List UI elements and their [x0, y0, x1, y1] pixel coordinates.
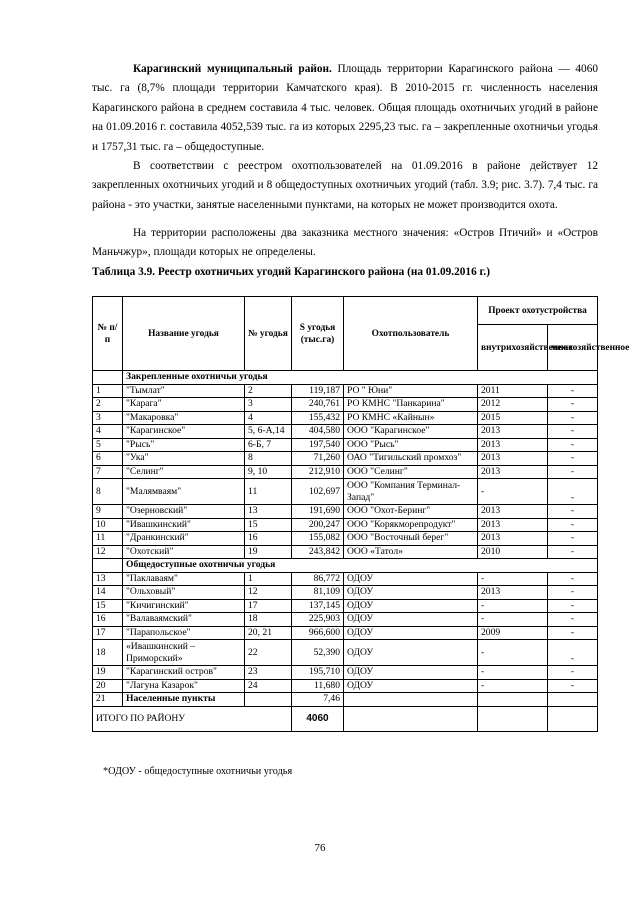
cell-name: "Рысь": [123, 438, 245, 452]
cell-num: 2: [93, 398, 123, 412]
cell-area: 225,903: [292, 613, 344, 627]
cell-area: 212,910: [292, 465, 344, 479]
cell-inter: -: [548, 679, 598, 693]
header-area: S угодья (тыс.га): [292, 297, 344, 371]
table-row: [93, 613, 598, 627]
cell-num: 7: [93, 465, 123, 479]
cell-inter: -: [548, 640, 598, 666]
cell-intra: 2013: [478, 452, 548, 466]
cell-area: 155,432: [292, 411, 344, 425]
total-label: ИТОГО ПО РАЙОНУ: [93, 706, 292, 731]
header-name: Название угодья: [123, 297, 245, 371]
cell-num: 20: [93, 679, 123, 693]
table-row: [93, 666, 598, 680]
cell-code: 9, 10: [245, 465, 292, 479]
cell-name: "Охотский": [123, 545, 245, 559]
cell-area: 137,145: [292, 599, 344, 613]
cell-name: "Паклаваям": [123, 572, 245, 586]
table-row: [93, 398, 598, 412]
cell-intra: 2013: [478, 518, 548, 532]
cell-area: 81,109: [292, 586, 344, 600]
cell-intra: -: [478, 599, 548, 613]
cell-num: 8: [93, 479, 123, 505]
header-intra: внутрихозяйственное: [478, 325, 548, 371]
cell-num: 4: [93, 425, 123, 439]
cell-num: 11: [93, 532, 123, 546]
cell-inter: -: [548, 452, 598, 466]
district-heading: Карагинский муниципальный район.: [133, 63, 332, 75]
cell-num: 6: [93, 452, 123, 466]
cell-user: ОАО "Тигильский промхоз": [344, 452, 478, 466]
table-body-public: [93, 559, 598, 693]
cell-name: "Карагинское": [123, 425, 245, 439]
cell-user: РО КМНС «Кайнын»: [344, 411, 478, 425]
cell-code: 15: [245, 518, 292, 532]
cell-inter: -: [548, 479, 598, 505]
cell-inter: -: [548, 572, 598, 586]
cell-intra: -: [478, 679, 548, 693]
cell-user: ОДОУ: [344, 572, 478, 586]
cell-num: 1: [93, 384, 123, 398]
cell-name: "Селинг": [123, 465, 245, 479]
cell-name: "Парапольское": [123, 626, 245, 640]
cell-name: "Ивашкинский": [123, 518, 245, 532]
table-row: [93, 599, 598, 613]
paragraph-reserves: На территории расположены два заказника местного значения: «Остров Птичий» и «Остров Маньчжур», площади которых не определены.: [92, 227, 598, 259]
cell-intra: 2013: [478, 465, 548, 479]
cell-area: 191,690: [292, 505, 344, 519]
table-row: [93, 532, 598, 546]
cell-user: ООО "Охот-Беринг": [344, 505, 478, 519]
cell-intra: 2013: [478, 438, 548, 452]
cell-user: ОДОУ: [344, 626, 478, 640]
cell-intra: 2013: [478, 586, 548, 600]
cell-code: 8: [245, 452, 292, 466]
cell-code: 2: [245, 384, 292, 398]
cell-name: «Ивашкинский – Приморский»: [123, 640, 245, 666]
paragraph-registry: В соответствии с реестром охотпользователей на 01.09.2016 в районе действует 12 закрепленных охотничьих угодий и 8 общедоступных охотничьих угодий (табл. 3.9; рис. 3.7). 7,4 тыс. га района - это участки, занятые населенными пунктами, на которых не может производится охота.: [92, 160, 598, 211]
cell-num: 17: [93, 626, 123, 640]
table-row: [93, 640, 598, 666]
section-title-public: Общедоступные охотничьи угодья: [123, 559, 598, 573]
cell-inter: -: [548, 599, 598, 613]
settlements-row: [93, 693, 598, 707]
cell-name: "Дранкинский": [123, 532, 245, 546]
cell-name: "Ольховый": [123, 586, 245, 600]
table-row: [93, 586, 598, 600]
settlements-num: 21: [93, 693, 123, 707]
cell-area: 71,260: [292, 452, 344, 466]
cell-code: 11: [245, 479, 292, 505]
cell-code: 18: [245, 613, 292, 627]
cell-intra: -: [478, 479, 548, 505]
table-body-fixed: [93, 371, 598, 559]
table-row: [93, 438, 598, 452]
cell-user: ООО "Корякморепродукт": [344, 518, 478, 532]
cell-num: 13: [93, 572, 123, 586]
cell-inter: -: [548, 411, 598, 425]
cell-inter: -: [548, 545, 598, 559]
cell-name: "Валаваямский": [123, 613, 245, 627]
total-row: [93, 706, 598, 731]
cell-user: ООО "Селинг": [344, 465, 478, 479]
header-num: № п/п: [93, 297, 123, 371]
cell-intra: 2011: [478, 384, 548, 398]
cell-name: "Макаровка": [123, 411, 245, 425]
cell-name: "Тымлат": [123, 384, 245, 398]
table-row: [93, 518, 598, 532]
section-title-fixed: Закрепленные охотничьи угодья: [123, 371, 598, 385]
cell-area: 243,842: [292, 545, 344, 559]
table-row: [93, 505, 598, 519]
cell-inter: -: [548, 425, 598, 439]
settlements-area: 7,46: [292, 693, 344, 707]
cell-code: 19: [245, 545, 292, 559]
table-row: [93, 479, 598, 505]
cell-name: "Лагуна Казарок": [123, 679, 245, 693]
cell-area: 195,710: [292, 666, 344, 680]
cell-user: ООО "Компания Терминал-Запад": [344, 479, 478, 505]
cell-num: 12: [93, 545, 123, 559]
footnote: *ОДОУ - общедоступные охотничьи угодья: [103, 766, 293, 777]
table-body-summary: [93, 693, 598, 732]
cell-inter: -: [548, 518, 598, 532]
cell-inter: -: [548, 613, 598, 627]
section-row-fixed: [93, 371, 598, 385]
cell-inter: -: [548, 398, 598, 412]
settlements-name: Населенные пункты: [123, 693, 245, 707]
cell-code: 12: [245, 586, 292, 600]
cell-intra: 2009: [478, 626, 548, 640]
cell-user: ООО "Карагинское": [344, 425, 478, 439]
cell-code: 6-Б, 7: [245, 438, 292, 452]
cell-area: 11,680: [292, 679, 344, 693]
hunting-grounds-table: [92, 296, 630, 732]
section-row-public: [93, 559, 598, 573]
cell-user: ООО "Рысь": [344, 438, 478, 452]
cell-intra: -: [478, 640, 548, 666]
cell-num: 19: [93, 666, 123, 680]
cell-code: 24: [245, 679, 292, 693]
cell-area: 119,187: [292, 384, 344, 398]
cell-user: ОДОУ: [344, 666, 478, 680]
cell-user: ООО «Татол»: [344, 545, 478, 559]
cell-code: 20, 21: [245, 626, 292, 640]
cell-intra: 2012: [478, 398, 548, 412]
header-user: Охотпользователь: [344, 297, 478, 371]
cell-user: РО КМНС "Панкарина": [344, 398, 478, 412]
table-row: [93, 545, 598, 559]
cell-intra: 2013: [478, 505, 548, 519]
cell-code: 17: [245, 599, 292, 613]
district-overview-text: Площадь территории Карагинского района — 4060 тыс. га (8,7% площади территории Камчатского края). В 2010-2015 гг. численность населения Карагинского района в среднем составила 4 тыс. человек. Общая площадь охотничьих угодий в районе на 01.09.2016 г. составила 4052,539 тыс. га из которых 2295,23 тыс. га – закрепленные охотничьи угодья и 1757,31 тыс. га – общедоступные.: [92, 63, 598, 153]
cell-area: 240,761: [292, 398, 344, 412]
table-row: [93, 425, 598, 439]
table-row: [93, 411, 598, 425]
cell-name: "Озерновский": [123, 505, 245, 519]
cell-user: ОДОУ: [344, 586, 478, 600]
cell-intra: 2015: [478, 411, 548, 425]
cell-inter: -: [548, 465, 598, 479]
cell-code: 23: [245, 666, 292, 680]
cell-code: 5, 6-А,14: [245, 425, 292, 439]
table-row: [93, 679, 598, 693]
cell-area: 52,390: [292, 640, 344, 666]
page-number: 76: [314, 842, 326, 854]
cell-num: 10: [93, 518, 123, 532]
cell-inter: -: [548, 532, 598, 546]
cell-area: 966,600: [292, 626, 344, 640]
cell-user: ОДОУ: [344, 599, 478, 613]
cell-user: ООО "Восточный берег": [344, 532, 478, 546]
cell-code: 22: [245, 640, 292, 666]
cell-user: ОДОУ: [344, 679, 478, 693]
table-row: [93, 626, 598, 640]
cell-intra: -: [478, 572, 548, 586]
cell-name: "Карагинский остров": [123, 666, 245, 680]
table-row: [93, 384, 598, 398]
header-inter: межхозяйственное: [548, 325, 598, 371]
cell-user: ОДОУ: [344, 640, 478, 666]
cell-inter: -: [548, 505, 598, 519]
cell-area: 155,082: [292, 532, 344, 546]
paragraph-district-overview: [92, 60, 598, 157]
table-row: [93, 572, 598, 586]
cell-inter: -: [548, 666, 598, 680]
cell-code: 1: [245, 572, 292, 586]
table-row: [93, 452, 598, 466]
cell-num: 5: [93, 438, 123, 452]
cell-num: 3: [93, 411, 123, 425]
table-row: [93, 465, 598, 479]
cell-intra: 2013: [478, 425, 548, 439]
cell-num: 14: [93, 586, 123, 600]
cell-code: 3: [245, 398, 292, 412]
cell-num: 18: [93, 640, 123, 666]
cell-area: 86,772: [292, 572, 344, 586]
cell-area: 200,247: [292, 518, 344, 532]
cell-intra: -: [478, 613, 548, 627]
cell-num: 16: [93, 613, 123, 627]
cell-code: 16: [245, 532, 292, 546]
cell-intra: -: [478, 666, 548, 680]
cell-name: "Карага": [123, 398, 245, 412]
cell-inter: -: [548, 586, 598, 600]
cell-num: 15: [93, 599, 123, 613]
cell-name: "Кичигинский": [123, 599, 245, 613]
cell-user: ОДОУ: [344, 613, 478, 627]
cell-name: "Малямваям": [123, 479, 245, 505]
cell-code: 13: [245, 505, 292, 519]
total-value: 4060: [292, 706, 344, 731]
header-project: Проект охотустройства: [478, 297, 598, 325]
cell-intra: 2013: [478, 532, 548, 546]
header-code: № угодья: [245, 297, 292, 371]
cell-area: 102,697: [292, 479, 344, 505]
cell-inter: -: [548, 438, 598, 452]
cell-code: 4: [245, 411, 292, 425]
cell-intra: 2010: [478, 545, 548, 559]
cell-area: 197,540: [292, 438, 344, 452]
cell-name: "Ука": [123, 452, 245, 466]
cell-user: РО " Юни": [344, 384, 478, 398]
cell-num: 9: [93, 505, 123, 519]
cell-inter: -: [548, 384, 598, 398]
table-caption: Таблица 3.9. Реестр охотничьих угодий Карагинского района (на 01.09.2016 г.): [92, 266, 490, 278]
cell-inter: -: [548, 626, 598, 640]
cell-area: 404,580: [292, 425, 344, 439]
